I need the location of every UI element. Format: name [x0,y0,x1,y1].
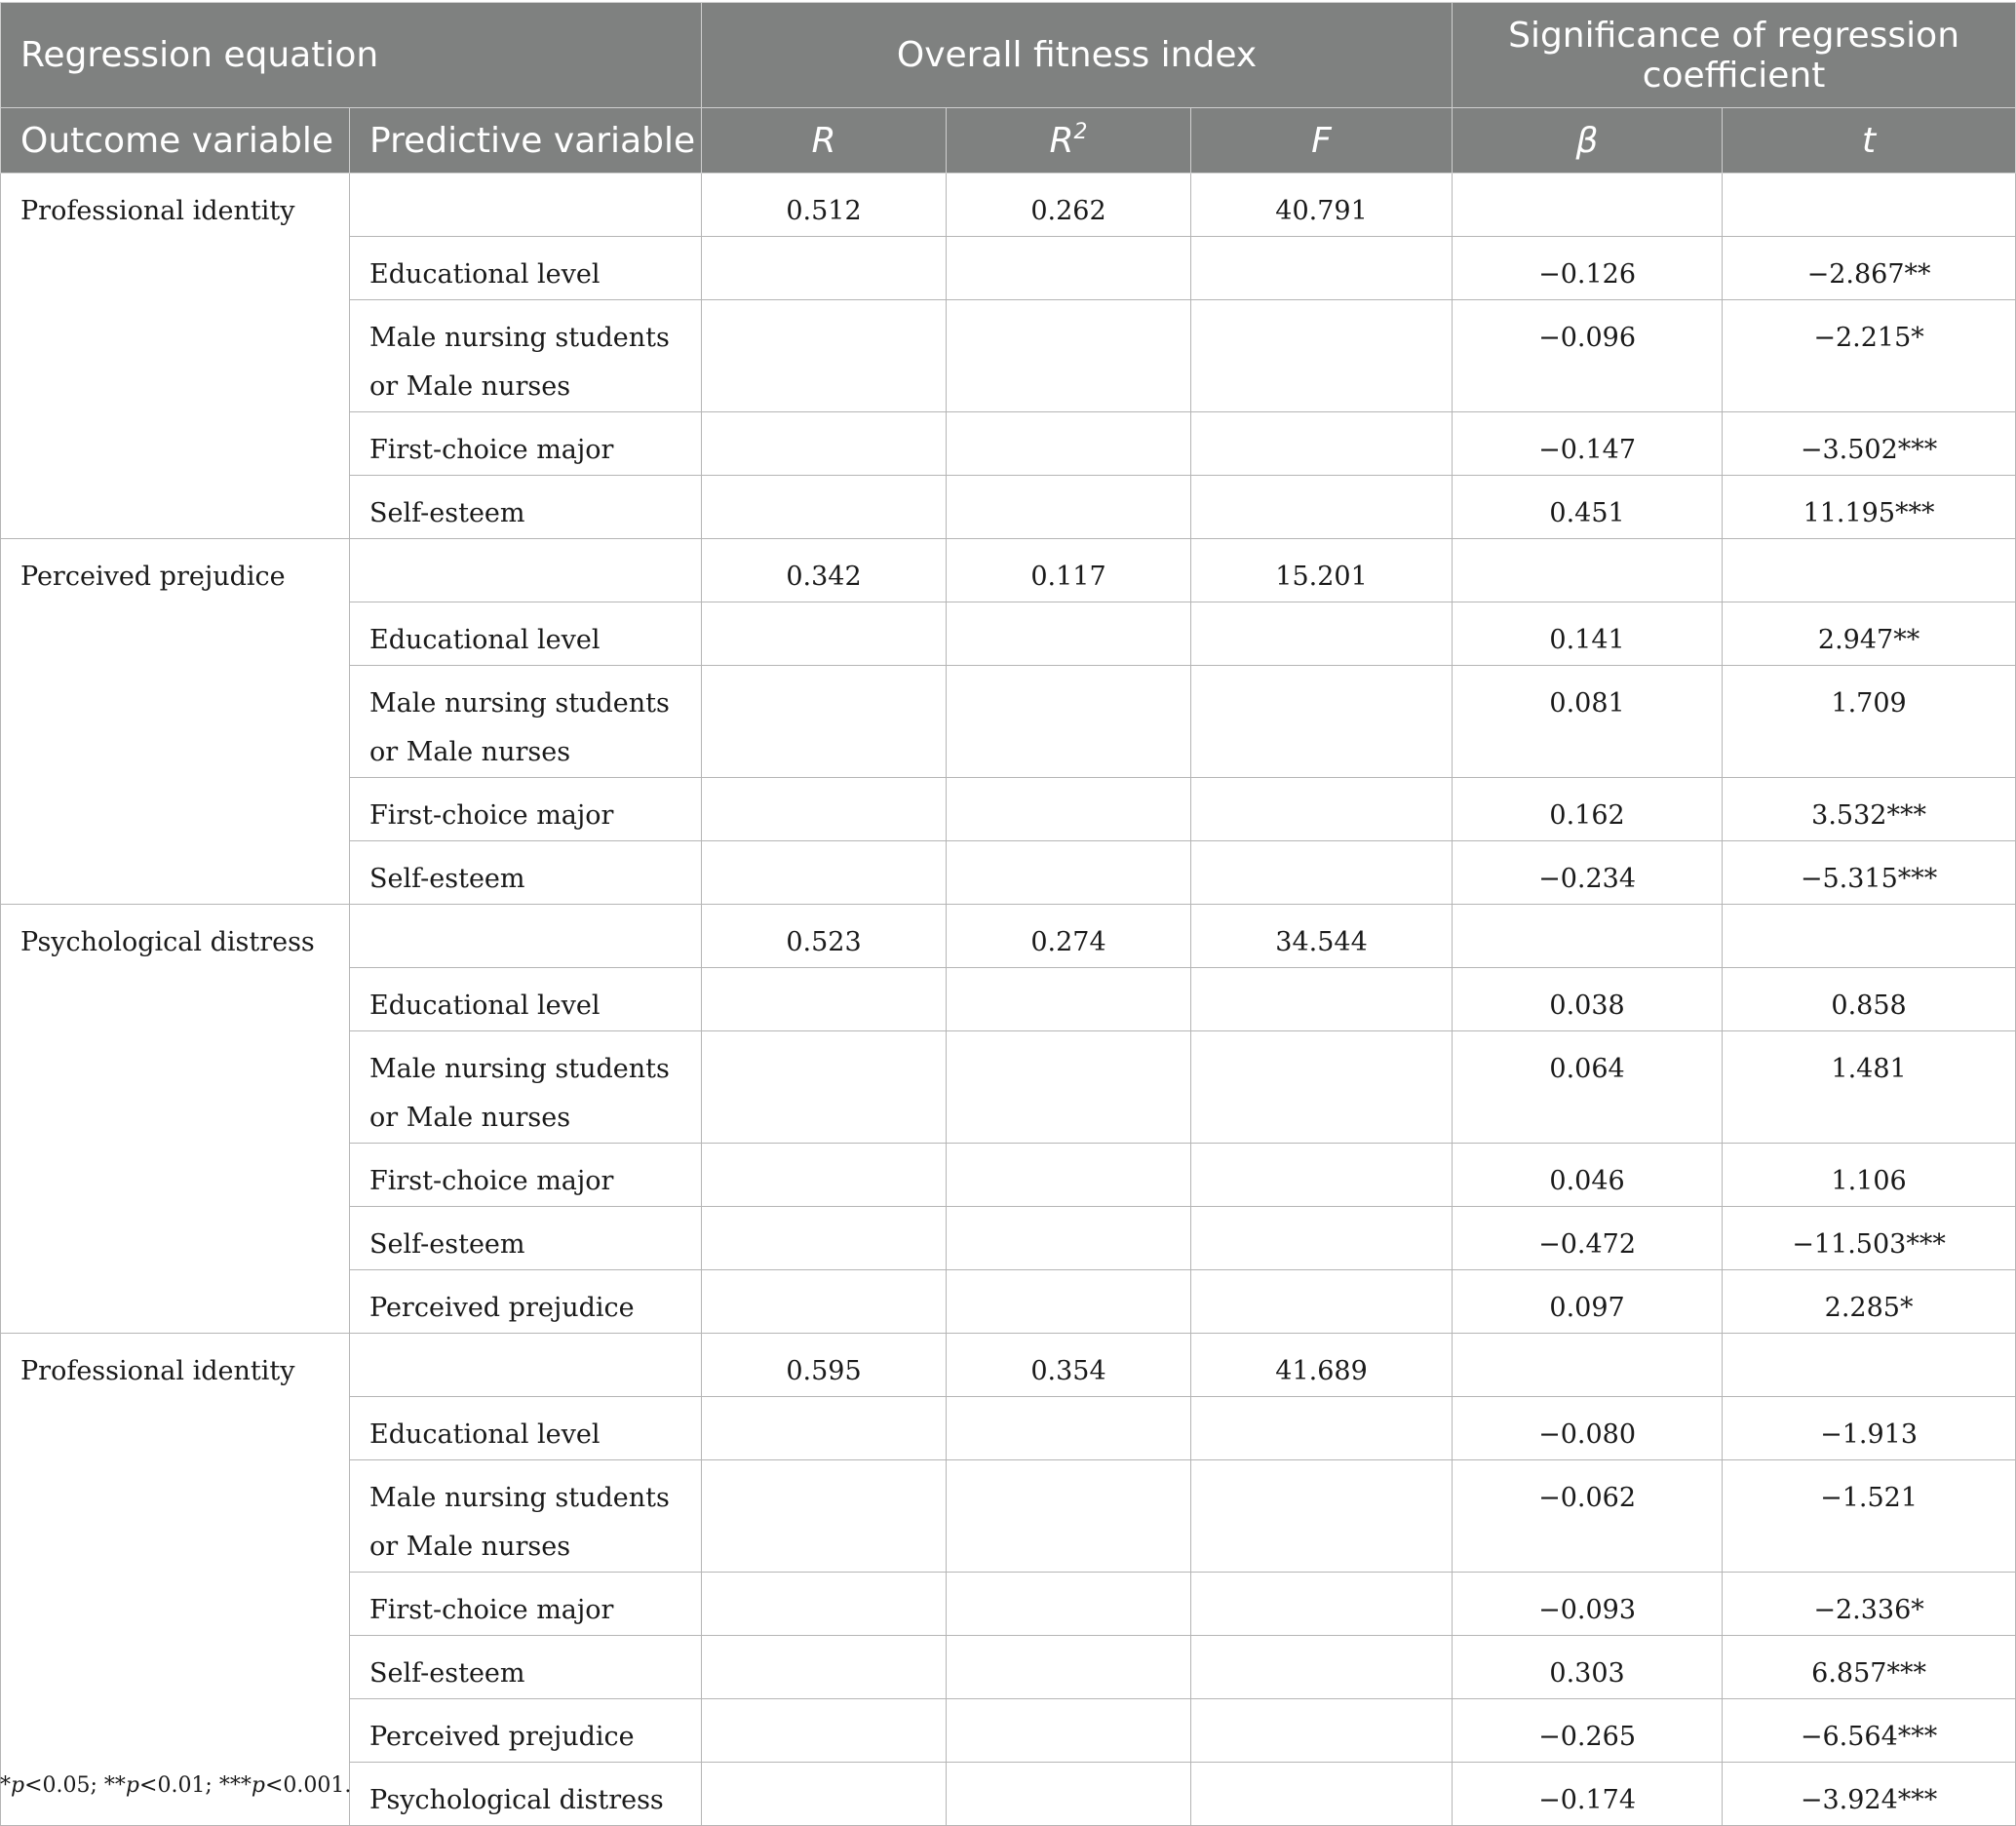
predictive-variable-cell: Self-esteem [350,1207,702,1270]
t-value-cell: 0.858 [1723,968,2016,1031]
predictive-variable-cell: Educational level [350,602,702,666]
beta-cell-empty [1453,1334,1723,1397]
f-cell-empty [1191,476,1453,539]
r-cell-empty [702,412,947,476]
beta-value-cell: 0.451 [1453,476,1723,539]
f-value-cell: 40.791 [1191,174,1453,237]
model-summary-row [1,905,2016,968]
f-value-cell: 34.544 [1191,905,1453,968]
r2-header [947,108,1191,174]
beta-value-cell: 0.097 [1453,1270,1723,1334]
r-cell-empty [702,1031,947,1144]
r2-cell-empty [947,237,1191,300]
r2-cell-empty [947,1144,1191,1207]
r2-cell-empty [947,1270,1191,1334]
r2-superscript: 2 [1073,119,1088,144]
footnote-value-2: <0.01; [139,1773,219,1798]
r-cell-empty [702,1270,947,1334]
beta-value-cell: −0.080 [1453,1397,1723,1460]
predictive-variable-cell: Perceived prejudice [350,1270,702,1334]
t-value-cell: −6.564*** [1723,1699,2016,1763]
overall-fitness-index-header: Overall fitness index [702,3,1453,108]
f-cell-empty [1191,1699,1453,1763]
footnote-stars-3: *** [218,1773,252,1798]
f-cell-empty [1191,602,1453,666]
f-cell-empty [1191,1460,1453,1573]
outcome-variable-cell: Professional identity [1,174,350,539]
r2-cell-empty [947,476,1191,539]
predictor-cell-empty [350,905,702,968]
predictive-variable-cell: First-choice major [350,778,702,841]
f-cell-empty [1191,968,1453,1031]
predictive-variable-cell: Male nursing students or Male nurses [350,666,702,778]
r-cell-empty [702,1460,947,1573]
regression-table [0,2,2016,1826]
predictive-variable-cell: Educational level [350,968,702,1031]
predictive-variable-cell: Educational level [350,237,702,300]
r-value-cell: 0.342 [702,539,947,602]
header-row-top [1,3,2016,108]
t-value-cell: −1.913 [1723,1397,2016,1460]
predictor-cell-empty [350,539,702,602]
beta-cell-empty [1453,539,1723,602]
r2-base: R [1049,120,1074,161]
r-cell-empty [702,1699,947,1763]
outcome-variable-cell: Professional identity [1,1334,350,1826]
predictor-cell-empty [350,1334,702,1397]
model-summary-row [1,1334,2016,1397]
f-cell-empty [1191,1397,1453,1460]
beta-value-cell: 0.303 [1453,1636,1723,1699]
footnote [0,1773,351,1798]
t-cell-empty [1723,1334,2016,1397]
beta-value-cell: 0.081 [1453,666,1723,778]
t-value-cell: 2.285* [1723,1270,2016,1334]
beta-value-cell: −0.265 [1453,1699,1723,1763]
r-cell-empty [702,300,947,412]
r-cell-empty [702,666,947,778]
predictor-cell-empty [350,174,702,237]
predictive-variable-cell: Psychological distress [350,1763,702,1826]
footnote-stars-1: * [0,1773,11,1798]
r2-cell-empty [947,1207,1191,1270]
f-cell-empty [1191,412,1453,476]
predictive-variable-cell: First-choice major [350,1144,702,1207]
r2-value-cell: 0.274 [947,905,1191,968]
footnote-value-3: <0.001. [264,1773,352,1798]
r2-cell-empty [947,1573,1191,1636]
t-value-cell: 1.481 [1723,1031,2016,1144]
r-cell-empty [702,778,947,841]
t-value-cell: −5.315*** [1723,841,2016,905]
beta-value-cell: 0.162 [1453,778,1723,841]
t-value-cell: 11.195*** [1723,476,2016,539]
predictive-variable-cell: Self-esteem [350,476,702,539]
predictive-variable-cell: First-choice major [350,412,702,476]
footnote-stars-2: ** [103,1773,126,1798]
r2-value-cell: 0.262 [947,174,1191,237]
t-value-cell: −3.502*** [1723,412,2016,476]
model-summary-row [1,539,2016,602]
footnote-p-1: p [11,1773,25,1798]
t-header: t [1723,108,2016,174]
t-value-cell: −2.336* [1723,1573,2016,1636]
beta-cell-empty [1453,905,1723,968]
f-cell-empty [1191,237,1453,300]
outcome-variable-cell: Psychological distress [1,905,350,1334]
r-cell-empty [702,1144,947,1207]
r2-cell-empty [947,1763,1191,1826]
f-cell-empty [1191,666,1453,778]
f-cell-empty [1191,300,1453,412]
t-value-cell: 1.106 [1723,1144,2016,1207]
f-cell-empty [1191,1031,1453,1144]
predictive-variable-cell: Male nursing students or Male nurses [350,300,702,412]
footnote-p-2: p [125,1773,140,1798]
beta-cell-empty [1453,174,1723,237]
beta-value-cell: −0.096 [1453,300,1723,412]
t-value-cell: 3.532*** [1723,778,2016,841]
f-cell-empty [1191,1573,1453,1636]
r-cell-empty [702,841,947,905]
predictive-variable-cell: Self-esteem [350,841,702,905]
f-value-cell: 15.201 [1191,539,1453,602]
f-cell-empty [1191,1636,1453,1699]
r-cell-empty [702,968,947,1031]
beta-value-cell: −0.174 [1453,1763,1723,1826]
r2-cell-empty [947,1699,1191,1763]
r2-cell-empty [947,1031,1191,1144]
r-cell-empty [702,237,947,300]
beta-value-cell: −0.062 [1453,1460,1723,1573]
f-cell-empty [1191,1207,1453,1270]
r2-cell-empty [947,412,1191,476]
r2-cell-empty [947,1636,1191,1699]
footnote-p-3: p [251,1773,265,1798]
beta-value-cell: −0.126 [1453,237,1723,300]
r2-cell-empty [947,602,1191,666]
r2-cell-empty [947,1460,1191,1573]
table-body [1,174,2016,1826]
t-value-cell: 6.857*** [1723,1636,2016,1699]
predictive-variable-cell: Male nursing students or Male nurses [350,1031,702,1144]
r-value-cell: 0.523 [702,905,947,968]
model-summary-row [1,174,2016,237]
r-header: R [702,108,947,174]
f-cell-empty [1191,1270,1453,1334]
t-value-cell: −3.924*** [1723,1763,2016,1826]
beta-value-cell: 0.064 [1453,1031,1723,1144]
predictive-variable-cell: Educational level [350,1397,702,1460]
header-row-sub [1,108,2016,174]
f-cell-empty [1191,1144,1453,1207]
beta-value-cell: −0.147 [1453,412,1723,476]
beta-value-cell: 0.038 [1453,968,1723,1031]
beta-value-cell: −0.093 [1453,1573,1723,1636]
f-header: F [1191,108,1453,174]
significance-header: Significance of regression coefficient [1453,3,2016,108]
r2-cell-empty [947,666,1191,778]
r-cell-empty [702,1636,947,1699]
r-cell-empty [702,602,947,666]
predictive-variable-cell: First-choice major [350,1573,702,1636]
predictive-variable-cell: Self-esteem [350,1636,702,1699]
r2-cell-empty [947,1397,1191,1460]
r2-cell-empty [947,778,1191,841]
beta-value-cell: 0.046 [1453,1144,1723,1207]
footnote-value-1: <0.05; [24,1773,104,1798]
t-cell-empty [1723,174,2016,237]
beta-value-cell: 0.141 [1453,602,1723,666]
predictive-variable-cell: Perceived prejudice [350,1699,702,1763]
r-cell-empty [702,1397,947,1460]
f-value-cell: 41.689 [1191,1334,1453,1397]
t-value-cell: −1.521 [1723,1460,2016,1573]
t-value-cell: −2.215* [1723,300,2016,412]
beta-value-cell: −0.472 [1453,1207,1723,1270]
t-value-cell: −2.867** [1723,237,2016,300]
beta-value-cell: −0.234 [1453,841,1723,905]
f-cell-empty [1191,841,1453,905]
outcome-variable-cell: Perceived prejudice [1,539,350,905]
regression-equation-header: Regression equation [1,3,702,108]
r2-value-cell: 0.354 [947,1334,1191,1397]
predictive-variable-header: Predictive variable [350,108,702,174]
r-cell-empty [702,476,947,539]
f-cell-empty [1191,1763,1453,1826]
r-cell-empty [702,1763,947,1826]
predictive-variable-cell: Male nursing students or Male nurses [350,1460,702,1573]
beta-header: β [1453,108,1723,174]
f-cell-empty [1191,778,1453,841]
t-cell-empty [1723,905,2016,968]
r2-value-cell: 0.117 [947,539,1191,602]
t-cell-empty [1723,539,2016,602]
r-value-cell: 0.512 [702,174,947,237]
r2-cell-empty [947,968,1191,1031]
outcome-variable-header: Outcome variable [1,108,350,174]
t-value-cell: −11.503*** [1723,1207,2016,1270]
r-cell-empty [702,1207,947,1270]
r-value-cell: 0.595 [702,1334,947,1397]
r2-cell-empty [947,841,1191,905]
r-cell-empty [702,1573,947,1636]
t-value-cell: 1.709 [1723,666,2016,778]
r2-cell-empty [947,300,1191,412]
t-value-cell: 2.947** [1723,602,2016,666]
